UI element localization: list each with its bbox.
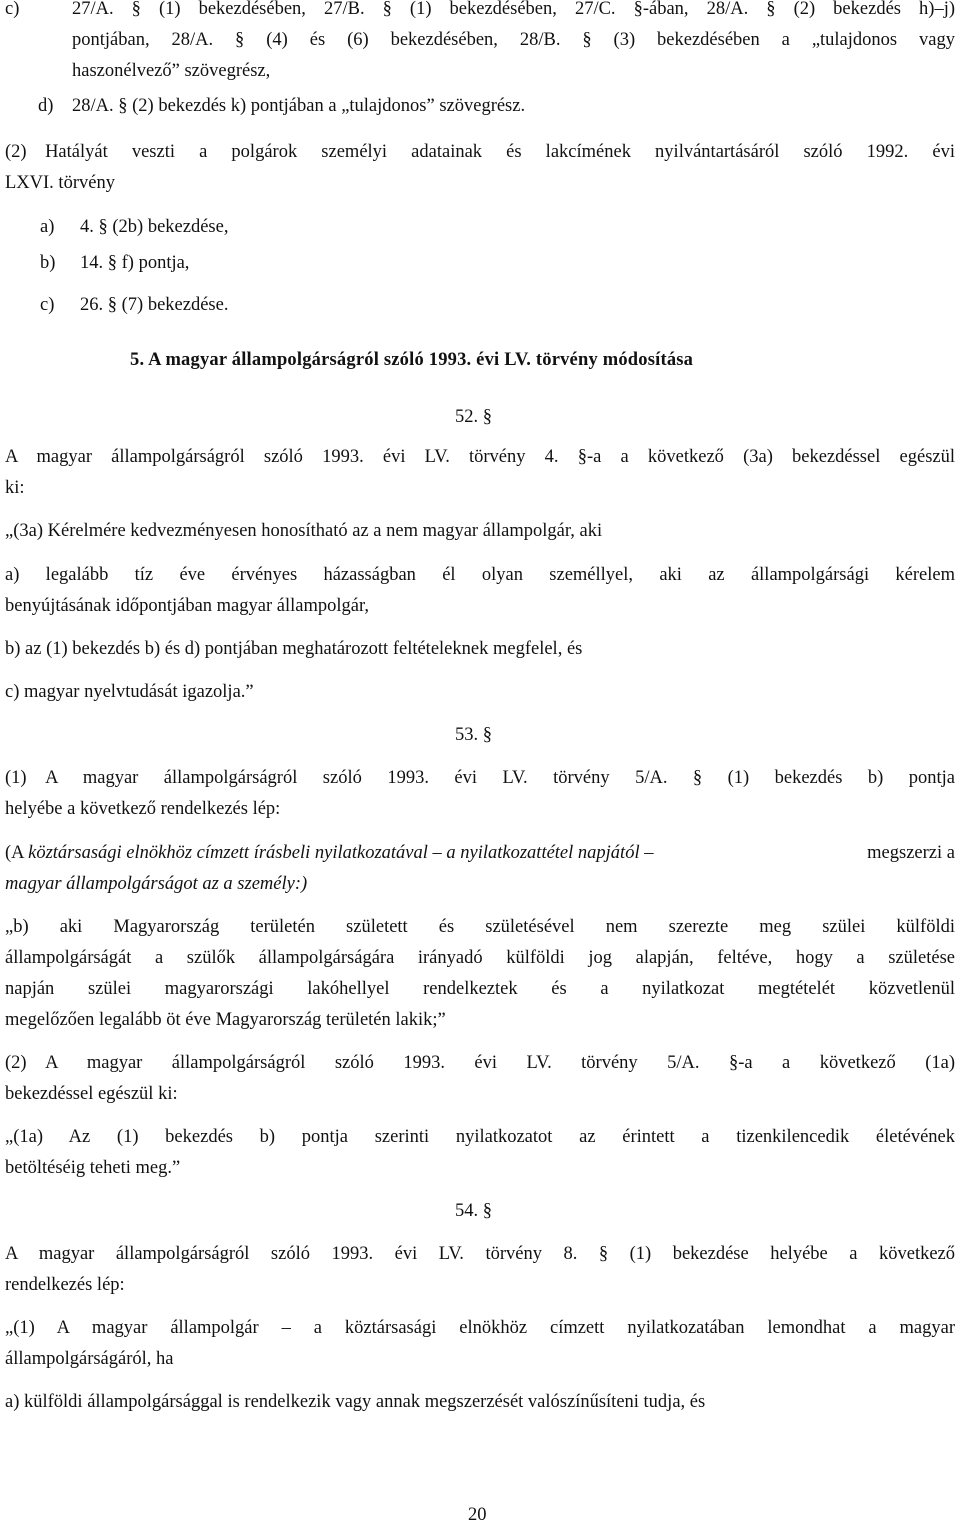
quoted-line: állampolgárságáról, ha: [5, 1349, 174, 1369]
context-text: (A: [5, 843, 29, 863]
list-item: 4. § (2b) bekezdése,: [80, 217, 229, 237]
quoted-line: „(1a) Az (1) bekezdés b) pontja szerinti nyilatkozatot az érintett a tizenkilencedik életévének: [5, 1127, 955, 1147]
quoted-line: benyújtásának időpontjában magyar állampolgár,: [5, 596, 370, 616]
quoted-line: napján szülei magyarországi lakóhellyel rendelkeztek és a nyilatkozat megtételét közvetlenül: [5, 979, 955, 999]
section-number: 53. §: [455, 725, 492, 745]
paragraph-line: bekezdéssel egészül ki:: [5, 1084, 178, 1104]
paragraph-line: rendelkezés lép:: [5, 1275, 125, 1295]
list-label-d: d): [38, 96, 54, 116]
quoted-line: megelőzően legalább öt éve Magyarország területén lakik;”: [5, 1010, 446, 1030]
list-label-b: b): [40, 253, 56, 273]
context-line: magyar állampolgárságot az a személy:): [5, 874, 308, 894]
text-line: 28/A. § (2) bekezdés k) pontjában a „tulajdonos” szövegrész.: [72, 96, 526, 116]
context-line: [5, 838, 955, 869]
paragraph-line: helyébe a következő rendelkezés lép:: [5, 799, 281, 819]
paragraph-line: LXVI. törvény: [5, 173, 115, 193]
list-item: 14. § f) pontja,: [80, 253, 190, 273]
paragraph-line: (2) Hatályát veszti a polgárok személyi adatainak és lakcímének nyilvántartásáról szóló 1992. évi: [5, 142, 955, 162]
page-number: 20: [468, 1505, 487, 1525]
paragraph-line: (2) A magyar állampolgárságról szóló 1993. évi LV. törvény 5/A. §-a a következő (1a): [5, 1053, 955, 1073]
quoted-line: a) külföldi állampolgársággal is rendelkezik vagy annak megszerzését valószínűsíteni tudja, és: [5, 1392, 706, 1412]
quoted-line: b) az (1) bekezdés b) és d) pontjában meghatározott feltételeknek megfelel, és: [5, 639, 583, 659]
text-line: pontjában, 28/A. § (4) és (6) bekezdésében, 28/B. § (3) bekezdésében a „tulajdonos vagy: [72, 30, 955, 50]
quoted-line: „(3a) Kérelmére kedvezményesen honosítható az a nem magyar állampolgár, aki: [5, 521, 603, 541]
list-label-c: c): [5, 0, 20, 19]
quoted-line: c) magyar nyelvtudását igazolja.”: [5, 682, 254, 702]
list-item: 26. § (7) bekezdése.: [80, 295, 229, 315]
quoted-line: betöltéséig teheti meg.”: [5, 1158, 181, 1178]
text-line: 27/A. § (1) bekezdésében, 27/B. § (1) bekezdésében, 27/C. §-ában, 28/A. § (2) bekezdés h)–j): [72, 0, 955, 19]
section-number: 54. §: [455, 1201, 492, 1221]
quoted-line: „b) aki Magyarország területén született és születésével nem szerezte meg szülei külföldi: [5, 917, 955, 937]
paragraph-line: A magyar állampolgárságról szóló 1993. évi LV. törvény 8. § (1) bekezdése helyébe a következő: [5, 1244, 955, 1264]
quoted-line: a) legalább tíz éve érvényes házasságban él olyan személlyel, aki az állampolgársági kérelem: [5, 565, 955, 585]
text-line: haszonélvező” szövegrész,: [72, 61, 271, 81]
paragraph-line: A magyar állampolgárságról szóló 1993. évi LV. törvény 4. §-a a következő (3a) bekezdéssel egészül: [5, 447, 955, 467]
list-label-c: c): [40, 295, 55, 315]
list-label-a: a): [40, 217, 55, 237]
context-text: megszerzi a: [862, 843, 955, 863]
paragraph-line: ki:: [5, 478, 25, 498]
paragraph-line: (1) A magyar állampolgárságról szóló 1993. évi LV. törvény 5/A. § (1) bekezdés b) pontja: [5, 768, 955, 788]
quoted-line: „(1) A magyar állampolgár – a köztársasági elnökhöz címzett nyilatkozatában lemondhat a magyar: [5, 1318, 955, 1338]
section-number: 52. §: [455, 407, 492, 427]
quoted-line: állampolgárságát a szülők állampolgárságára irányadó külföldi jog alapján, feltéve, hogy a születése: [5, 948, 955, 968]
section-heading: 5. A magyar állampolgárságról szóló 1993. évi LV. törvény módosítása: [130, 350, 694, 370]
context-italic: köztársasági elnökhöz címzett írásbeli nyilatkozatával – a nyilatkozattétel napjától –: [28, 843, 654, 863]
